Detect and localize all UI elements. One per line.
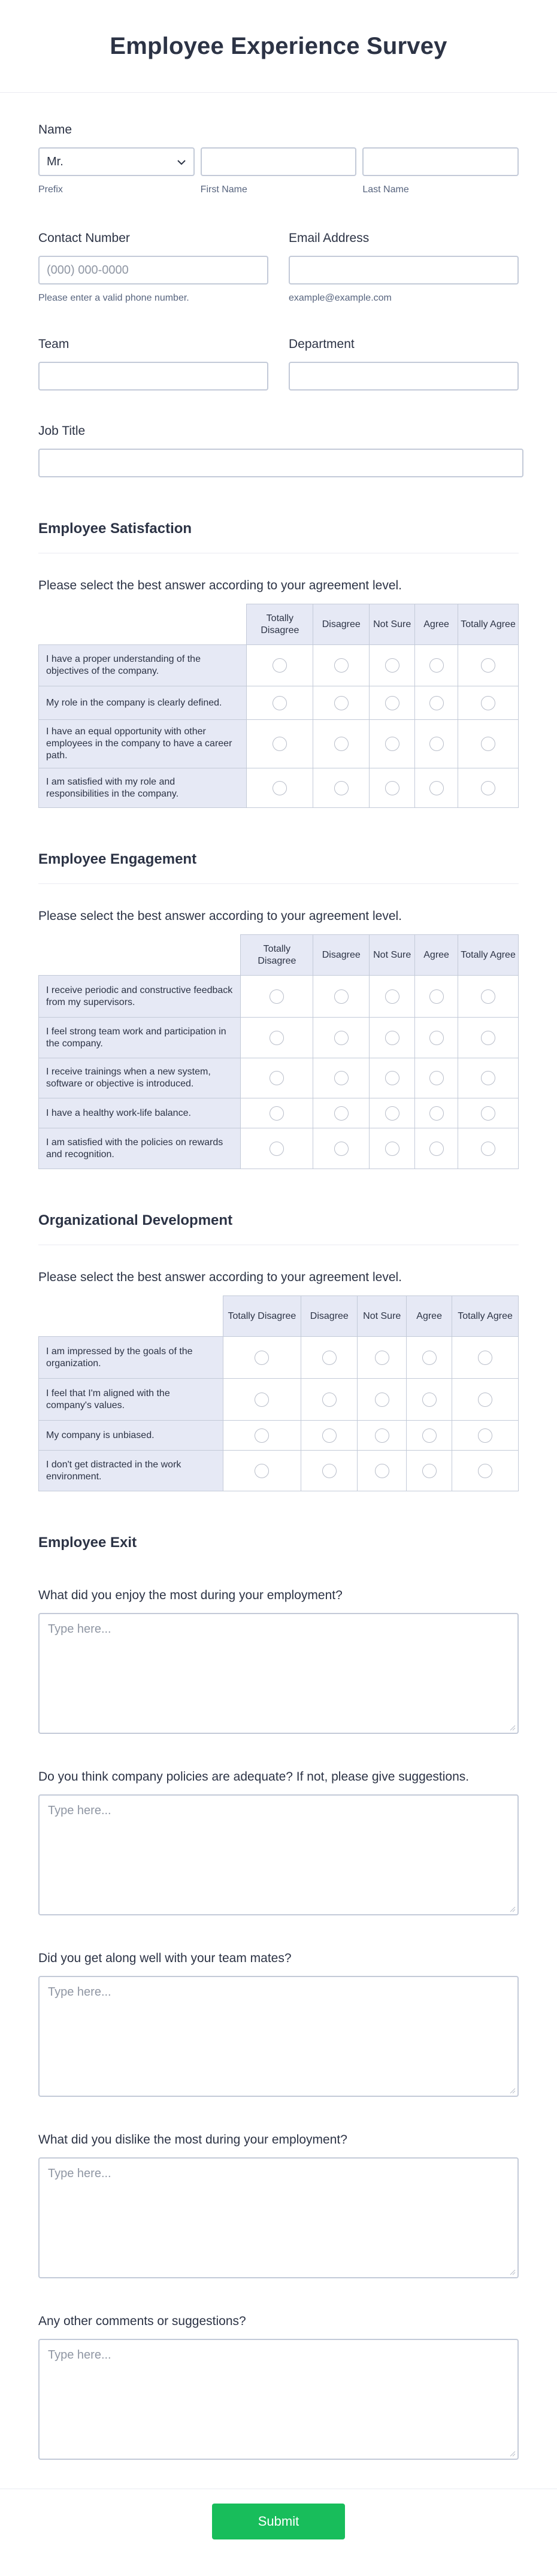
- table-row: [39, 1128, 519, 1169]
- radio-totally-disagree[interactable]: [255, 1393, 269, 1407]
- teammates-textarea[interactable]: [38, 1976, 519, 2097]
- radio-disagree[interactable]: [322, 1428, 337, 1443]
- development-caption: Please select the best answer according to your agreement level.: [38, 1270, 402, 1284]
- row-label: I receive periodic and constructive feedback from my supervisors.: [39, 976, 241, 1018]
- textarea-placeholder: Type here...: [48, 2167, 111, 2180]
- radio-totally-disagree[interactable]: [255, 1428, 269, 1443]
- radio-totally-disagree[interactable]: [270, 1071, 284, 1085]
- table-row: [39, 686, 519, 720]
- last-name-input[interactable]: [362, 147, 519, 176]
- radio-not-sure[interactable]: [385, 737, 399, 751]
- radio-agree[interactable]: [429, 1142, 444, 1156]
- radio-totally-disagree[interactable]: [255, 1464, 269, 1478]
- radio-totally-disagree[interactable]: [273, 696, 287, 710]
- radio-totally-disagree[interactable]: [273, 658, 287, 673]
- first-name-input[interactable]: [201, 147, 357, 176]
- col-not-sure: Not Sure: [358, 1296, 407, 1337]
- radio-totally-disagree[interactable]: [273, 781, 287, 795]
- radio-totally-agree[interactable]: [481, 1031, 495, 1045]
- row-label: I feel strong team work and participation in the company.: [39, 1018, 241, 1058]
- col-disagree: Disagree: [313, 935, 370, 976]
- form-title: Employee Experience Survey: [110, 32, 447, 59]
- department-input[interactable]: [289, 362, 519, 391]
- row-label: I am satisfied with my role and responsibilities in the company.: [39, 768, 247, 808]
- radio-disagree[interactable]: [334, 737, 349, 751]
- job-title-input[interactable]: [38, 449, 523, 477]
- radio-totally-agree[interactable]: [481, 696, 495, 710]
- radio-totally-agree[interactable]: [478, 1428, 492, 1443]
- form-footer: [0, 2489, 557, 2576]
- radio-totally-disagree[interactable]: [270, 989, 284, 1004]
- engagement-heading: Employee Engagement: [38, 851, 519, 884]
- radio-agree[interactable]: [429, 737, 444, 751]
- exit-question-label: Do you think company policies are adequate? If not, please give suggestions.: [38, 1770, 470, 1784]
- radio-totally-agree[interactable]: [481, 1106, 495, 1121]
- radio-disagree[interactable]: [334, 781, 349, 795]
- radio-agree[interactable]: [429, 781, 444, 795]
- department-label: Department: [289, 337, 355, 351]
- comments-textarea[interactable]: [38, 2339, 519, 2460]
- contact-label: Contact Number: [38, 231, 130, 245]
- contact-row: [38, 231, 519, 304]
- radio-disagree[interactable]: [334, 989, 349, 1004]
- row-label: I am impressed by the goals of the organization.: [39, 1337, 223, 1379]
- radio-totally-agree[interactable]: [481, 989, 495, 1004]
- radio-disagree[interactable]: [334, 1142, 349, 1156]
- table-row: [39, 1058, 519, 1098]
- form-header: [0, 0, 557, 93]
- radio-agree[interactable]: [429, 989, 444, 1004]
- satisfaction-section: [38, 520, 519, 808]
- prefix-column: [38, 147, 195, 195]
- engagement-caption: Please select the best answer according to your agreement level.: [38, 909, 402, 923]
- exit-question-5: [38, 2314, 519, 2460]
- chevron-down-icon: [177, 155, 186, 169]
- exit-question-label: Did you get along well with your team mates?: [38, 1951, 292, 1965]
- engagement-section: [38, 851, 519, 1169]
- contact-field: [38, 231, 268, 304]
- satisfaction-caption: Please select the best answer according to your agreement level.: [38, 579, 402, 592]
- name-field: [38, 123, 519, 195]
- prefix-sublabel: Prefix: [38, 184, 63, 195]
- col-totally-disagree: Totally Disagree: [241, 935, 313, 976]
- resize-grip-icon[interactable]: [510, 1725, 516, 1731]
- textarea-placeholder: Type here...: [48, 1623, 111, 1636]
- department-field: [289, 337, 519, 391]
- radio-totally-disagree[interactable]: [270, 1031, 284, 1045]
- col-totally-disagree: Totally Disagree: [247, 604, 313, 645]
- col-not-sure: Not Sure: [370, 604, 415, 645]
- exit-question-2: [38, 1770, 519, 1915]
- col-totally-agree: Totally Agree: [458, 935, 519, 976]
- row-label: My role in the company is clearly defined.: [39, 686, 247, 720]
- radio-not-sure[interactable]: [375, 1428, 389, 1443]
- radio-not-sure[interactable]: [385, 1106, 399, 1121]
- textarea-placeholder: Type here...: [48, 1985, 111, 1999]
- radio-disagree[interactable]: [322, 1351, 337, 1365]
- name-label: Name: [38, 123, 72, 137]
- col-agree: Agree: [415, 935, 458, 976]
- development-matrix: [38, 1295, 519, 1491]
- radio-not-sure[interactable]: [385, 1031, 399, 1045]
- radio-totally-disagree[interactable]: [270, 1106, 284, 1121]
- col-disagree: Disagree: [313, 604, 370, 645]
- exit-question-1: [38, 1588, 519, 1734]
- table-row: [39, 768, 519, 808]
- table-row: [39, 1379, 519, 1421]
- row-label: I have an equal opportunity with other employees in the company to have a career path.: [39, 720, 247, 768]
- exit-section: [38, 1534, 519, 2460]
- engagement-matrix: [38, 934, 519, 1169]
- col-totally-agree: Totally Agree: [458, 604, 519, 645]
- first-name-sublabel: First Name: [200, 184, 247, 195]
- satisfaction-matrix: [38, 604, 519, 808]
- enjoy-textarea[interactable]: [38, 1613, 519, 1734]
- dislike-textarea[interactable]: [38, 2157, 519, 2278]
- radio-not-sure[interactable]: [385, 696, 399, 710]
- radio-agree[interactable]: [429, 1071, 444, 1085]
- radio-agree[interactable]: [422, 1393, 437, 1407]
- contact-placeholder: (000) 000-0000: [47, 263, 129, 277]
- radio-agree[interactable]: [429, 696, 444, 710]
- exit-question-3: [38, 1951, 519, 2097]
- resize-grip-icon[interactable]: [510, 2451, 516, 2457]
- radio-not-sure[interactable]: [385, 1142, 399, 1156]
- radio-disagree[interactable]: [322, 1464, 337, 1478]
- table-row: [39, 720, 519, 768]
- row-label: I am satisfied with the policies on rewards and recognition.: [39, 1128, 241, 1169]
- col-totally-agree: Totally Agree: [452, 1296, 519, 1337]
- radio-agree[interactable]: [422, 1428, 437, 1443]
- row-label: My company is unbiased.: [39, 1421, 223, 1451]
- table-row: [39, 1337, 519, 1379]
- job-title-label: Job Title: [38, 424, 86, 438]
- radio-not-sure[interactable]: [385, 781, 399, 795]
- row-label: I don't get distracted in the work environment.: [39, 1451, 223, 1491]
- prefix-value: Mr.: [47, 155, 63, 168]
- radio-not-sure[interactable]: [375, 1351, 389, 1365]
- radio-totally-agree[interactable]: [478, 1393, 492, 1407]
- radio-disagree[interactable]: [334, 658, 349, 673]
- table-row: [39, 1098, 519, 1128]
- exit-heading: Employee Exit: [38, 1534, 137, 1551]
- row-label: I receive trainings when a new system, software or objective is introduced.: [39, 1058, 241, 1098]
- radio-agree[interactable]: [429, 1106, 444, 1121]
- radio-totally-disagree[interactable]: [270, 1142, 284, 1156]
- development-heading: Organizational Development: [38, 1212, 519, 1245]
- row-label: I have a proper understanding of the objectives of the company.: [39, 645, 247, 686]
- exit-question-label: Any other comments or suggestions?: [38, 2314, 246, 2328]
- radio-not-sure[interactable]: [375, 1393, 389, 1407]
- radio-agree[interactable]: [422, 1351, 437, 1365]
- email-field: [289, 231, 519, 304]
- development-section: [38, 1212, 519, 1491]
- table-row: [39, 1451, 519, 1491]
- satisfaction-heading: Employee Satisfaction: [38, 520, 519, 553]
- resize-grip-icon[interactable]: [510, 2269, 516, 2275]
- email-input[interactable]: [289, 256, 519, 284]
- exit-question-label: What did you enjoy the most during your employment?: [38, 1588, 343, 1602]
- exit-question-4: [38, 2133, 519, 2278]
- contact-sublabel: Please enter a valid phone number.: [38, 293, 189, 303]
- row-label: I feel that I'm aligned with the company's values.: [39, 1379, 223, 1421]
- textarea-placeholder: Type here...: [48, 2348, 111, 2362]
- radio-totally-agree[interactable]: [481, 737, 495, 751]
- resize-grip-icon[interactable]: [510, 2088, 516, 2094]
- table-row: [39, 976, 519, 1018]
- email-sublabel: example@example.com: [289, 293, 392, 303]
- submit-button[interactable]: Submit: [212, 2504, 345, 2539]
- radio-agree[interactable]: [429, 658, 444, 673]
- radio-agree[interactable]: [429, 1031, 444, 1045]
- radio-agree[interactable]: [422, 1464, 437, 1478]
- radio-totally-agree[interactable]: [478, 1351, 492, 1365]
- radio-disagree[interactable]: [322, 1393, 337, 1407]
- table-row: [39, 1018, 519, 1058]
- radio-disagree[interactable]: [334, 1106, 349, 1121]
- radio-totally-agree[interactable]: [481, 1071, 495, 1085]
- col-agree: Agree: [415, 604, 458, 645]
- radio-disagree[interactable]: [334, 696, 349, 710]
- policies-textarea[interactable]: [38, 1794, 519, 1915]
- radio-not-sure[interactable]: [385, 658, 399, 673]
- radio-disagree[interactable]: [334, 1031, 349, 1045]
- exit-question-label: What did you dislike the most during your employment?: [38, 2133, 347, 2147]
- row-label: I have a healthy work-life balance.: [39, 1098, 241, 1128]
- radio-totally-agree[interactable]: [478, 1464, 492, 1478]
- contact-number-input[interactable]: [38, 256, 268, 284]
- last-name-column: [362, 147, 519, 195]
- radio-not-sure[interactable]: [385, 989, 399, 1004]
- radio-totally-agree[interactable]: [481, 658, 495, 673]
- radio-not-sure[interactable]: [375, 1464, 389, 1478]
- textarea-placeholder: Type here...: [48, 1804, 111, 1817]
- radio-not-sure[interactable]: [385, 1071, 399, 1085]
- team-field: [38, 337, 268, 391]
- last-name-sublabel: Last Name: [362, 184, 409, 195]
- first-name-column: [201, 147, 357, 195]
- radio-totally-disagree[interactable]: [273, 737, 287, 751]
- col-disagree: Disagree: [301, 1296, 358, 1337]
- resize-grip-icon[interactable]: [510, 1906, 516, 1912]
- col-not-sure: Not Sure: [370, 935, 415, 976]
- col-totally-disagree: Totally Disagree: [223, 1296, 301, 1337]
- form-content: [0, 123, 557, 2460]
- team-row: [38, 337, 519, 391]
- email-label: Email Address: [289, 231, 370, 245]
- prefix-select[interactable]: [38, 147, 195, 176]
- table-row: [39, 1421, 519, 1451]
- radio-totally-agree[interactable]: [481, 1142, 495, 1156]
- team-input[interactable]: [38, 362, 268, 391]
- job-title-field: [38, 424, 519, 477]
- radio-totally-agree[interactable]: [481, 781, 495, 795]
- radio-totally-disagree[interactable]: [255, 1351, 269, 1365]
- team-label: Team: [38, 337, 69, 351]
- radio-disagree[interactable]: [334, 1071, 349, 1085]
- col-agree: Agree: [407, 1296, 452, 1337]
- table-row: [39, 645, 519, 686]
